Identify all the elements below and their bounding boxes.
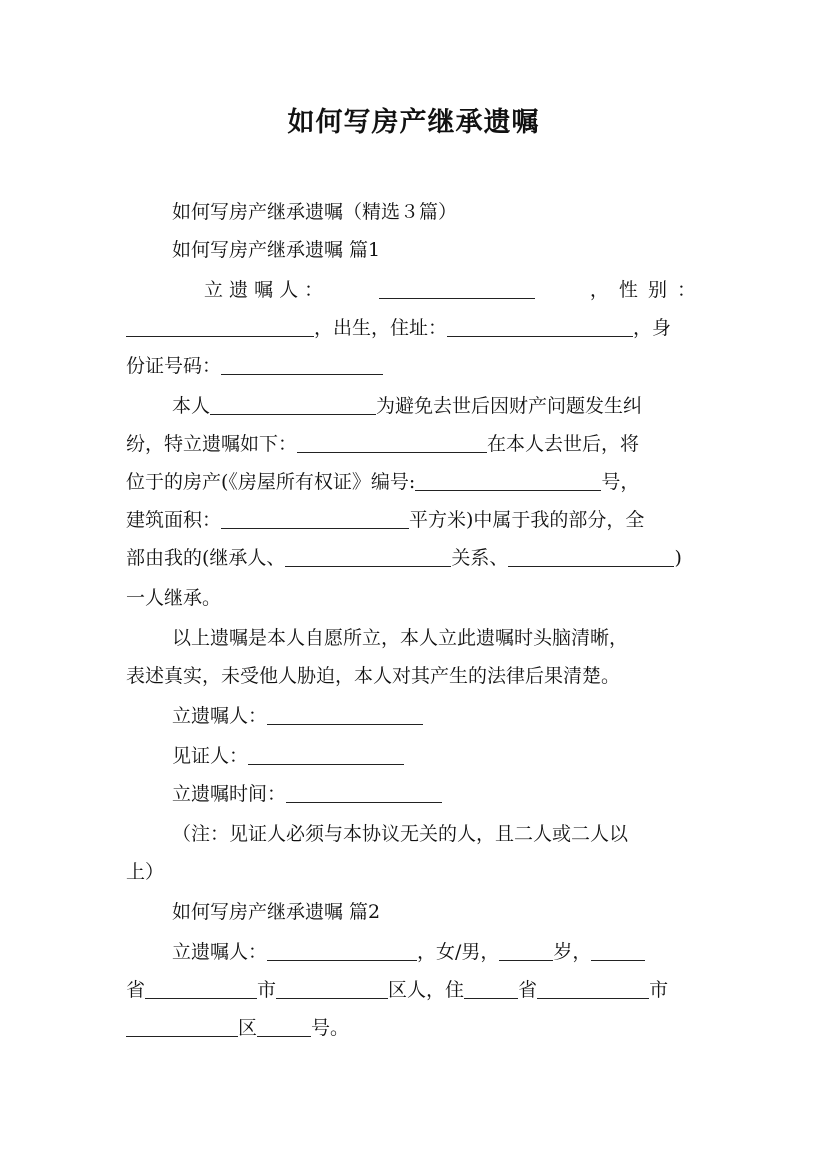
p2-res-city-blank (537, 978, 649, 999)
signature-testator-label: 立遗嘱人： (172, 705, 268, 727)
body-row-4 (126, 508, 644, 532)
body-row-3 (126, 470, 639, 494)
signature-date-label: 立遗嘱时间： (172, 783, 287, 805)
p2-age-blank (499, 940, 553, 961)
note-line-2: 上） (126, 861, 165, 883)
p2-city-blank (145, 978, 257, 999)
text-segment: 本人 (172, 395, 211, 417)
intro-line: 如何写房产继承遗嘱（精选３篇） (172, 201, 458, 223)
text-segment: 在本人去世后，将 (487, 433, 640, 455)
id-number-label: 份证号码： (126, 355, 222, 377)
text-segment: 纷，特立遗嘱如下： (126, 433, 298, 455)
area-blank (221, 508, 409, 529)
p2-testator-row (172, 940, 645, 964)
p2-province-blank (591, 940, 645, 961)
text-segment: 区人，住 (388, 979, 465, 1001)
p2-res-district-blank (126, 1016, 238, 1037)
body-row-2 (126, 432, 639, 456)
signature-witness-row (172, 744, 404, 768)
text-segment: 区 (238, 1017, 258, 1039)
text-segment: 岁， (553, 941, 592, 963)
testator-info-row (204, 278, 698, 302)
id-label-start: ，身 (633, 317, 672, 339)
will-content-blank (297, 432, 487, 453)
name-blank (210, 394, 376, 415)
text-segment: 平方米)中属于我的部分，全 (409, 509, 645, 531)
text-segment: ) (674, 547, 682, 569)
section-heading-1: 如何写房产继承遗嘱 篇1 (172, 239, 381, 261)
testator-blank (379, 278, 535, 299)
signature-date-blank (286, 782, 442, 803)
text-segment: 立遗嘱人： (172, 941, 268, 963)
address-blank (447, 316, 633, 337)
certificate-number-blank (415, 470, 601, 491)
signature-witness-label: 见证人： (172, 745, 249, 767)
birth-address-row (126, 316, 671, 340)
text-segment: 市 (257, 979, 277, 1001)
signature-testator-blank (267, 704, 423, 725)
signature-date-row (172, 782, 442, 806)
document-title: 如何写房产继承遗嘱 (287, 107, 540, 138)
p2-res-province-blank (464, 978, 518, 999)
text-segment: 关系、 (451, 547, 509, 569)
birth-address-label: ，出生，住址： (314, 317, 448, 339)
body-row-6: 一人继承。 (126, 587, 222, 609)
note-line-1: （注：见证人必须与本协议无关的人，且二人或二人以 (172, 823, 629, 845)
text-segment: 号， (601, 471, 640, 493)
body-row-8: 表述真实，未受他人胁迫，本人对其产生的法律后果清楚。 (126, 665, 621, 687)
text-segment: 省 (126, 979, 146, 1001)
p2-residence-row (126, 1016, 349, 1040)
body-row-7: 以上遗嘱是本人自愿所立，本人立此遗嘱时头脑清晰， (172, 627, 629, 649)
text-segment: 为避免去世后因财产问题发生纠 (376, 395, 643, 417)
heir-blank (285, 546, 451, 567)
body-row-5 (126, 546, 682, 570)
text-segment: ，女/男， (417, 941, 500, 963)
p2-number-blank (257, 1016, 311, 1037)
text-segment: 号。 (311, 1017, 350, 1039)
gender-label: ， 性 别 ： (589, 279, 698, 301)
section-heading-2: 如何写房产继承遗嘱 篇2 (172, 901, 381, 923)
signature-testator-row (172, 704, 423, 728)
text-segment: 建筑面积： (126, 509, 222, 531)
id-number-row (126, 354, 383, 378)
text-segment: 市 (649, 979, 669, 1001)
body-row-1 (172, 394, 642, 418)
gender-blank (126, 316, 314, 337)
p2-origin-row (126, 978, 668, 1002)
text-segment: 部由我的(继承人、 (126, 547, 286, 569)
id-number-blank (221, 354, 383, 375)
text-segment: 省 (518, 979, 538, 1001)
p2-district-blank (276, 978, 388, 999)
testator-label: 立 遗 嘱 人 ： (204, 279, 324, 301)
relation-blank (508, 546, 674, 567)
signature-witness-blank (248, 744, 404, 765)
p2-name-blank (267, 940, 417, 961)
text-segment: 位于的房产(《房屋所有权证》编号: (126, 471, 416, 493)
